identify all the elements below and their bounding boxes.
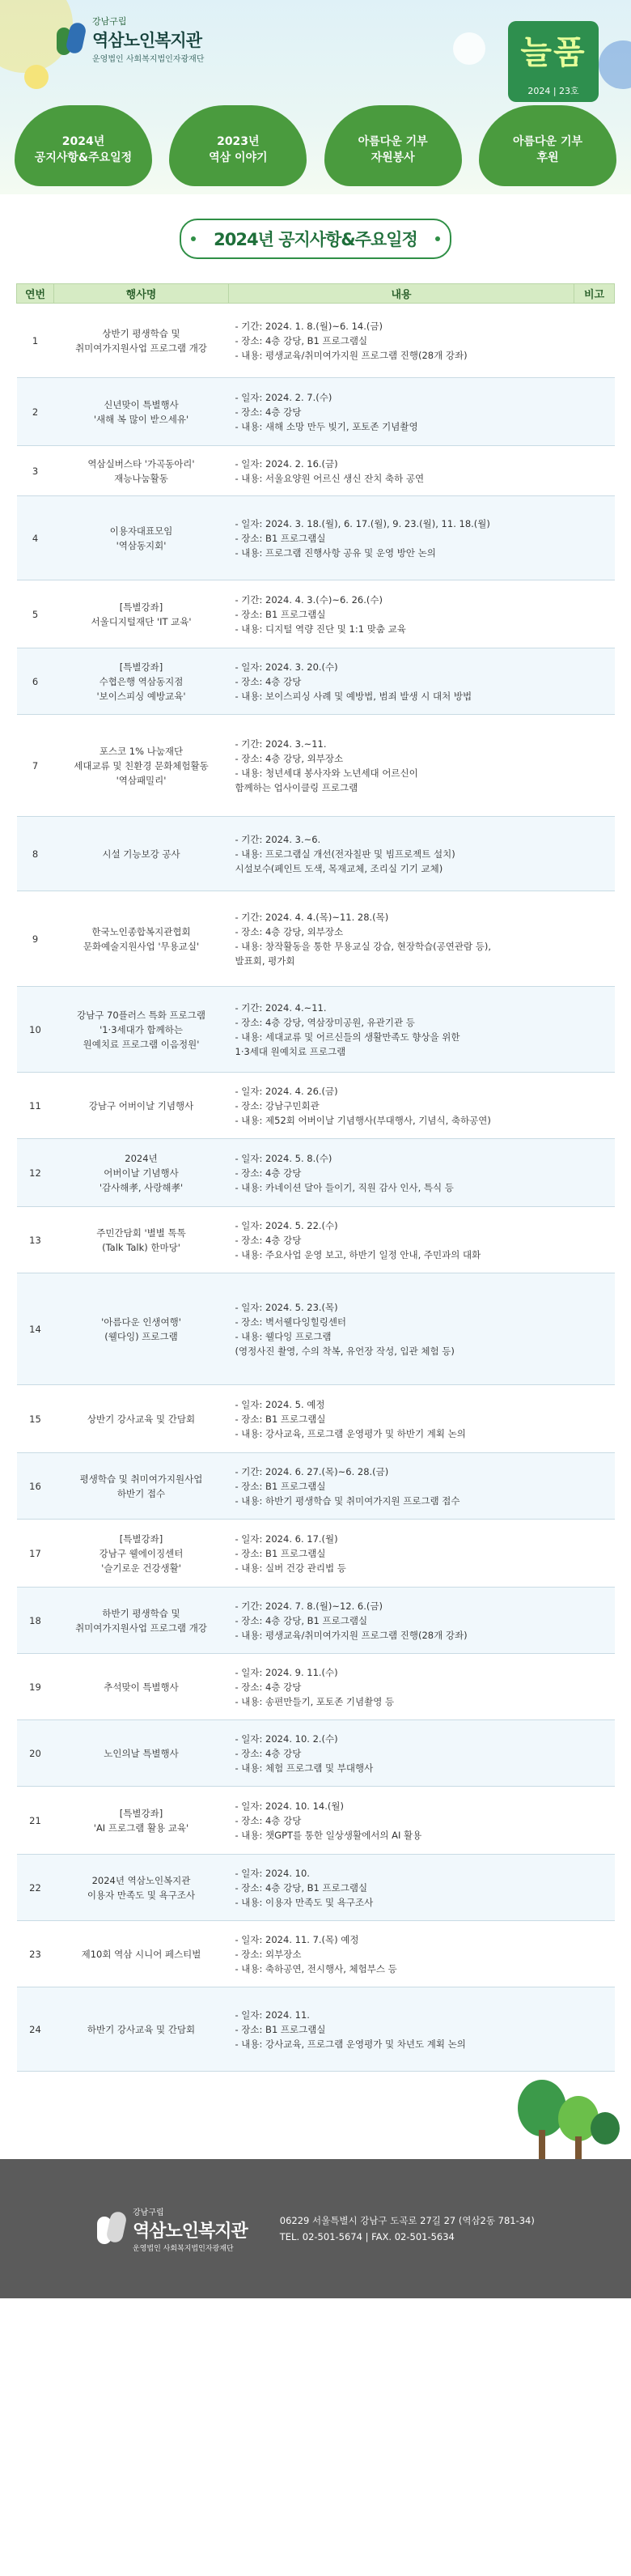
table-row (17, 304, 615, 378)
footer-org-sub: 운영법인 사회복지법인자광재단 (133, 2244, 234, 2253)
col-header-no: 연번 (17, 284, 54, 304)
magazine-year: 2024 (527, 86, 551, 96)
row-note (574, 1139, 615, 1207)
detail-line: - 장소: 4층 강당 (235, 406, 302, 418)
row-note (574, 580, 615, 648)
event-name: 하반기 평생학습 및 취미여가지원사업 프로그램 개강 (54, 1588, 229, 1654)
row-number: 14 (17, 1273, 54, 1385)
header-banner (0, 0, 631, 194)
event-name: 상반기 강사교육 및 간담회 (54, 1385, 229, 1453)
detail-line: - 장소: 강남구민회관 (235, 1099, 320, 1112)
detail-line: - 기간: 2024. 4. 3.(수)~6. 26.(수) (235, 593, 383, 606)
detail-line: - 장소: B1 프로그램실 (235, 1413, 326, 1425)
detail-line: - 내용: 보이스피싱 사례 및 예방법, 범죄 발생 시 대처 방법 (235, 690, 472, 702)
table-body (17, 304, 615, 2072)
detail-line: - 내용: 새해 소망 만두 빚기, 포토존 기념촬영 (235, 420, 418, 432)
detail-line: - 기간: 2024. 3.~11. (235, 738, 327, 750)
event-details (229, 580, 574, 648)
detail-line: - 내용: 주요사업 운영 보고, 하반기 일정 안내, 주민과의 대화 (235, 1248, 481, 1260)
event-name: 역삼실버스타 '가곡동아리' 재능나눔활동 (54, 446, 229, 496)
row-note (574, 1987, 615, 2072)
row-note (574, 1921, 615, 1987)
event-details (229, 1787, 574, 1855)
detail-line: - 내용: 강사교육, 프로그램 운영평가 및 차년도 계획 논의 (235, 2038, 466, 2050)
detail-line: - 내용: 웰다잉 프로그램 (영정사진 촬영, 수의 착복, 유언장 작성, 입관 체험 등) (235, 1330, 455, 1357)
detail-line: - 장소: 벽서웰다잉힐링센터 (235, 1316, 347, 1328)
row-note (574, 648, 615, 715)
row-number: 1 (17, 304, 54, 378)
table-row (17, 891, 615, 987)
table-row (17, 1207, 615, 1273)
org-logo-icon (57, 23, 86, 57)
event-name: 한국노인종합복지관협회 문화예술지원사업 '무용교실' (54, 891, 229, 987)
event-details (229, 817, 574, 891)
event-details (229, 1588, 574, 1654)
nav-donation[interactable]: 아름다운 기부 후원 (479, 105, 616, 186)
table-row (17, 1139, 615, 1207)
row-number: 15 (17, 1385, 54, 1453)
magazine-issue: 23호 (559, 86, 579, 96)
row-note (574, 1073, 615, 1139)
event-details (229, 1987, 574, 2072)
detail-line: - 일자: 2024. 5. 22.(수) (235, 1219, 338, 1231)
detail-line: - 장소: 4층 강당 (235, 1167, 302, 1179)
event-name: 강남구 70플러스 특화 프로그램 '1·3세대가 함께하는 원예치료 프로그램 이음정원' (54, 987, 229, 1073)
event-name: 평생학습 및 취미여가지원사업 하반기 접수 (54, 1453, 229, 1520)
detail-line: - 일자: 2024. 6. 17.(월) (235, 1532, 338, 1545)
org-name: 역삼노인복지관 (92, 31, 202, 50)
detail-line: - 장소: B1 프로그램실 (235, 608, 326, 620)
section-title-wrap (0, 194, 631, 283)
detail-line: - 장소: 4층 강당, B1 프로그램실 (235, 1614, 368, 1626)
detail-line: - 일자: 2024. 11. (235, 2009, 310, 2021)
detail-line: - 장소: B1 프로그램실 (235, 532, 326, 544)
white-flower-icon (453, 32, 485, 65)
detail-line: - 내용: 실버 건강 관리법 등 (235, 1562, 346, 1574)
magazine-title-badge: 늘품 2024 | 23호 (508, 21, 599, 102)
detail-line: - 내용: 축하공연, 전시행사, 체험부스 등 (235, 1962, 397, 1975)
table-row (17, 648, 615, 715)
org-small-label: 강남구립 (92, 16, 127, 27)
row-number: 7 (17, 715, 54, 817)
detail-line: - 장소: 4층 강당 (235, 1814, 302, 1826)
detail-line: - 내용: 제52회 어버이날 기념행사(부대행사, 기념식, 축하공연) (235, 1114, 491, 1126)
col-header-note: 비고 (574, 284, 615, 304)
table-row (17, 1073, 615, 1139)
event-details (229, 1921, 574, 1987)
event-details (229, 715, 574, 817)
row-note (574, 1453, 615, 1520)
detail-line: - 기간: 2024. 1. 8.(월)~6. 14.(금) (235, 320, 383, 332)
footer-address: 06229 서울특별시 강남구 도곡로 27길 27 (역삼2동 781-34) (279, 2215, 535, 2226)
row-number: 5 (17, 580, 54, 648)
table-row (17, 1987, 615, 2072)
detail-line: - 기간: 2024. 7. 8.(월)~12. 6.(금) (235, 1600, 383, 1612)
nav-notices[interactable]: 2024년 공지사항&주요일정 (15, 105, 152, 186)
row-note (574, 378, 615, 446)
event-name: 주민간담회 '별별 톡톡 (Talk Talk) 한마당' (54, 1207, 229, 1273)
event-name: [특별강좌] 'AI 프로그램 활용 교육' (54, 1787, 229, 1855)
tree-trunk (539, 2130, 545, 2159)
table-row (17, 1588, 615, 1654)
event-name: 제10회 역삼 시니어 페스티벌 (54, 1921, 229, 1987)
row-number: 9 (17, 891, 54, 987)
event-details (229, 1453, 574, 1520)
table-row (17, 446, 615, 496)
row-note (574, 1385, 615, 1453)
table-row (17, 1787, 615, 1855)
detail-line: - 기간: 2024. 4.~11. (235, 1001, 327, 1014)
table-row (17, 715, 615, 817)
event-name: 2024년 역삼노인복지관 이용자 만족도 및 욕구조사 (54, 1855, 229, 1921)
detail-line: - 장소: 외부장소 (235, 1948, 302, 1960)
detail-line: - 장소: B1 프로그램실 (235, 1480, 326, 1492)
event-details (229, 1073, 574, 1139)
event-name: 이용자대표모임 '역삼동지회' (54, 496, 229, 580)
row-number: 4 (17, 496, 54, 580)
row-note (574, 891, 615, 987)
detail-line: - 일자: 2024. 5. 23.(목) (235, 1301, 338, 1313)
detail-line: - 일자: 2024. 10. (235, 1867, 310, 1879)
detail-line: - 장소: B1 프로그램실 (235, 2023, 326, 2035)
col-header-name: 행사명 (54, 284, 229, 304)
event-name: [특별강좌] 서울디지털재단 'IT 교육' (54, 580, 229, 648)
magazine-title: 늘품 (520, 34, 587, 71)
org-logo-icon (97, 2212, 126, 2246)
row-number: 8 (17, 817, 54, 891)
table-row (17, 1654, 615, 1720)
table-row (17, 1720, 615, 1787)
event-details (229, 987, 574, 1073)
row-note (574, 1855, 615, 1921)
col-header-content: 내용 (229, 284, 574, 304)
event-details (229, 1273, 574, 1385)
row-number: 19 (17, 1654, 54, 1720)
table-row (17, 580, 615, 648)
table-row (17, 1385, 615, 1453)
row-note (574, 446, 615, 496)
row-note (574, 817, 615, 891)
detail-line: - 내용: 이용자 만족도 및 욕구조사 (235, 1896, 374, 1908)
event-details (229, 446, 574, 496)
event-name: 노인의날 특별행사 (54, 1720, 229, 1787)
row-number: 21 (17, 1787, 54, 1855)
table-row (17, 1453, 615, 1520)
row-note (574, 1787, 615, 1855)
detail-line: - 내용: 하반기 평생학습 및 취미여가지원 프로그램 접수 (235, 1494, 460, 1507)
detail-line: - 일자: 2024. 9. 11.(수) (235, 1666, 338, 1678)
event-details (229, 378, 574, 446)
nav-stories[interactable]: 2023년 역삼 이야기 (169, 105, 307, 186)
row-note (574, 1588, 615, 1654)
detail-line: - 일자: 2024. 3. 18.(월), 6. 17.(월), 9. 23.(월), 11. 18.(월) (235, 517, 490, 529)
table-row (17, 987, 615, 1073)
section-nav (15, 105, 616, 186)
row-note (574, 1273, 615, 1385)
event-name: 강남구 어버이날 기념행사 (54, 1073, 229, 1139)
event-details (229, 496, 574, 580)
detail-line: - 내용: 청년세대 봉사자와 노년세대 어르신이 함께하는 업사이클링 프로그램 (235, 767, 418, 793)
detail-line: - 일자: 2024. 2. 16.(금) (235, 457, 338, 470)
row-number: 16 (17, 1453, 54, 1520)
detail-line: - 일자: 2024. 2. 7.(수) (235, 391, 332, 403)
footer-org-name: 역삼노인복지관 (133, 2221, 248, 2242)
table-row (17, 817, 615, 891)
event-name: 하반기 강사교육 및 간담회 (54, 1987, 229, 2072)
detail-line: - 일자: 2024. 5. 8.(수) (235, 1152, 332, 1164)
row-number: 3 (17, 446, 54, 496)
org-sub: 운영법인 사회복지법인자광재단 (92, 55, 205, 64)
detail-line: - 장소: 4층 강당, B1 프로그램실 (235, 334, 368, 346)
detail-line: - 장소: B1 프로그램실 (235, 1547, 326, 1559)
detail-line: - 내용: 프로그램 진행사항 공유 및 운영 방안 논의 (235, 546, 436, 559)
detail-line: - 장소: 4층 강당, 역삼장미공원, 유관기관 등 (235, 1016, 415, 1028)
detail-line: - 기간: 2024. 6. 27.(목)~6. 28.(금) (235, 1465, 389, 1477)
row-note (574, 987, 615, 1073)
event-name: 시설 기능보강 공사 (54, 817, 229, 891)
row-number: 24 (17, 1987, 54, 2072)
table-row (17, 1855, 615, 1921)
detail-line: - 내용: 프로그램실 개선(전자칠판 및 빔프로젝트 설치) 시설보수(페인트 도색, 목재교체, 조리실 기기 교체) (235, 848, 455, 874)
footer-org-small: 강남구립 (133, 2208, 164, 2217)
tree-icon (518, 2080, 566, 2136)
row-number: 2 (17, 378, 54, 446)
event-details (229, 891, 574, 987)
detail-line: - 일자: 2024. 11. 7.(목) 예정 (235, 1933, 359, 1945)
row-number: 22 (17, 1855, 54, 1921)
row-note (574, 1520, 615, 1588)
event-name: 추석맞이 특별행사 (54, 1654, 229, 1720)
detail-line: - 장소: 4층 강당 (235, 1747, 302, 1759)
org-logo[interactable] (57, 15, 204, 64)
detail-line: - 기간: 2024. 3.~6. (235, 833, 321, 845)
detail-line: - 장소: 4층 강당 (235, 1234, 302, 1246)
section-title: 2024년 공지사항&주요일정 (180, 219, 451, 259)
row-number: 20 (17, 1720, 54, 1787)
detail-line: - 내용: 카네이션 달아 들이기, 직원 감사 인사, 특식 등 (235, 1181, 454, 1193)
table-header-row (17, 284, 615, 304)
tree-icon (591, 2112, 620, 2145)
detail-line: - 일자: 2024. 10. 14.(월) (235, 1800, 344, 1812)
detail-line: - 내용: 챗GPT를 통한 일상생활에서의 AI 활용 (235, 1829, 422, 1841)
table-row (17, 1520, 615, 1588)
detail-line: - 장소: 4층 강당, B1 프로그램실 (235, 1881, 368, 1894)
detail-line: - 내용: 송편만들기, 포토존 기념촬영 등 (235, 1695, 395, 1707)
detail-line: - 일자: 2024. 5. 예정 (235, 1398, 325, 1410)
detail-line: - 일자: 2024. 4. 26.(금) (235, 1085, 338, 1097)
detail-line: - 내용: 세대교류 및 어르신들의 생활만족도 향상을 위한 1·3세대 원예치료 프로그램 (235, 1031, 460, 1057)
row-note (574, 1720, 615, 1787)
tree-decoration (0, 2072, 631, 2159)
detail-line: - 내용: 평생교육/취미여가지원 프로그램 진행(28개 강좌) (235, 349, 468, 361)
event-details (229, 1654, 574, 1720)
event-details (229, 648, 574, 715)
event-details (229, 1385, 574, 1453)
detail-line: - 장소: 4층 강당 (235, 675, 302, 687)
footer-logo[interactable] (97, 2205, 248, 2253)
event-details (229, 1520, 574, 1588)
detail-line: - 장소: 4층 강당 (235, 1681, 302, 1693)
schedule-table (16, 283, 615, 2072)
blue-flower-icon (599, 40, 631, 89)
row-note (574, 304, 615, 378)
detail-line: - 내용: 체험 프로그램 및 부대행사 (235, 1762, 374, 1774)
footer (0, 2159, 631, 2298)
table-row (17, 496, 615, 580)
nav-volunteer[interactable]: 아름다운 기부 자원봉사 (324, 105, 462, 186)
event-name: 2024년 어버이날 기념행사 '감사해孝, 사랑해孝' (54, 1139, 229, 1207)
bell-flower-icon (24, 65, 49, 89)
event-name: [특별강좌] 수협은행 역삼동지점 '보이스피싱 예방교육' (54, 648, 229, 715)
detail-line: - 내용: 강사교육, 프로그램 운영평가 및 하반기 계획 논의 (235, 1427, 466, 1439)
detail-line: - 기간: 2024. 4. 4.(목)~11. 28.(목) (235, 911, 389, 923)
row-note (574, 1207, 615, 1273)
event-name: 포스코 1% 나눔재단 세대교류 및 친환경 문화체험활동 '역삼패밀리' (54, 715, 229, 817)
footer-phone-fax: TEL. 02-501-5674 | FAX. 02-501-5634 (279, 2231, 455, 2242)
table-row (17, 1921, 615, 1987)
row-number: 13 (17, 1207, 54, 1273)
row-note (574, 496, 615, 580)
event-name: 상반기 평생학습 및 취미여가지원사업 프로그램 개강 (54, 304, 229, 378)
detail-line: - 장소: 4층 강당, 외부장소 (235, 925, 344, 937)
event-name: 신년맞이 특별행사 '새해 복 많이 받으세유' (54, 378, 229, 446)
detail-line: - 내용: 디지털 역량 진단 및 1:1 맞춤 교육 (235, 623, 406, 635)
row-note (574, 715, 615, 817)
event-details (229, 1207, 574, 1273)
event-details (229, 304, 574, 378)
detail-line: - 일자: 2024. 3. 20.(수) (235, 661, 338, 673)
row-number: 23 (17, 1921, 54, 1987)
footer-contact (280, 2213, 535, 2245)
row-number: 17 (17, 1520, 54, 1588)
row-number: 10 (17, 987, 54, 1073)
event-name: [특별강좌] 강남구 웰에이징센터 '슬기로운 건강생활' (54, 1520, 229, 1588)
detail-line: - 일자: 2024. 10. 2.(수) (235, 1732, 338, 1745)
row-number: 11 (17, 1073, 54, 1139)
detail-line: - 장소: 4층 강당, 외부장소 (235, 752, 344, 764)
table-row (17, 378, 615, 446)
detail-line: - 내용: 서울요양원 어르신 생신 잔치 축하 공연 (235, 472, 425, 484)
table-row (17, 1273, 615, 1385)
detail-line: - 내용: 창작활동을 통한 무용교실 강습, 현장학습(공연관람 등), 발표회, 평가회 (235, 940, 492, 967)
event-details (229, 1139, 574, 1207)
row-number: 12 (17, 1139, 54, 1207)
event-details (229, 1720, 574, 1787)
event-details (229, 1855, 574, 1921)
row-number: 18 (17, 1588, 54, 1654)
row-number: 6 (17, 648, 54, 715)
tree-trunk (575, 2136, 582, 2159)
row-note (574, 1654, 615, 1720)
detail-line: - 내용: 평생교육/취미여가지원 프로그램 진행(28개 강좌) (235, 1629, 468, 1641)
event-name: '아름다운 인생여행' (웰다잉) 프로그램 (54, 1273, 229, 1385)
